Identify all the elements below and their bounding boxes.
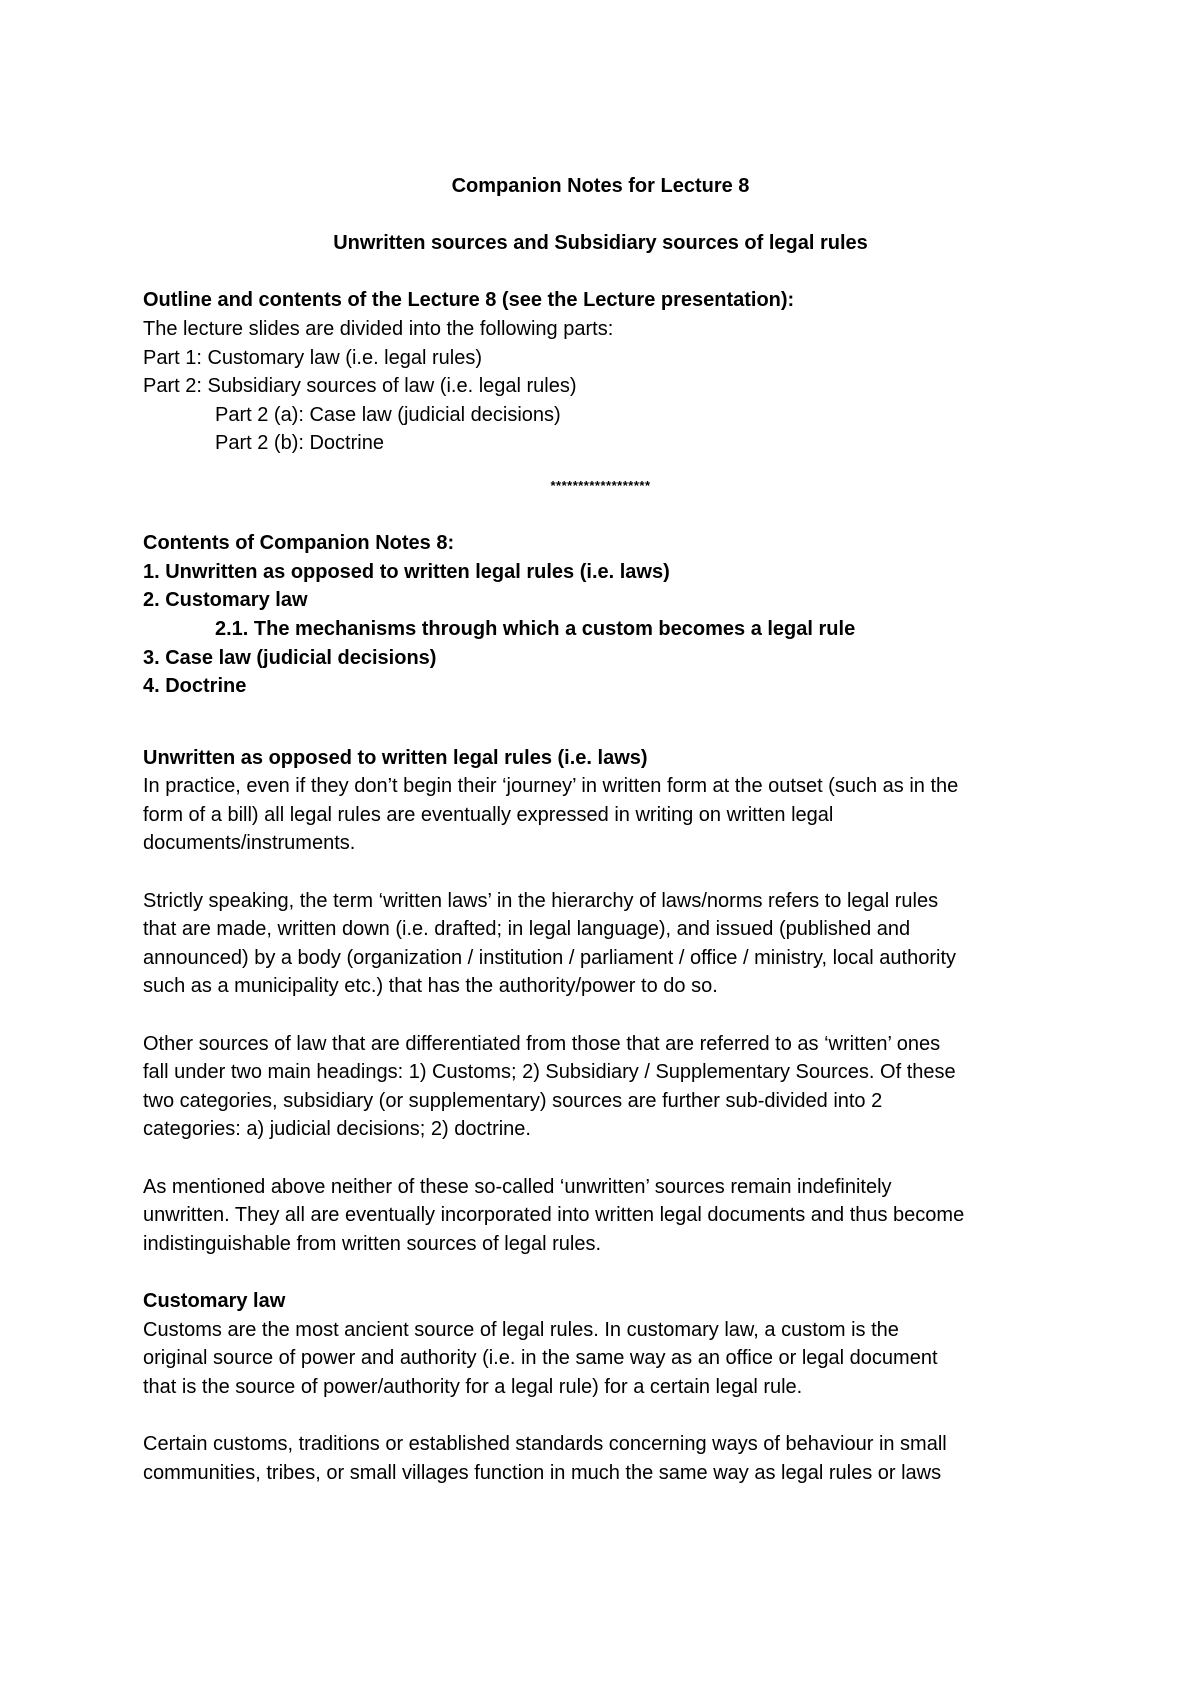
paragraph xyxy=(143,1316,1083,1402)
paragraph-line: fall under two main headings: 1) Customs; 2) Subsidiary / Supplementary Sources. Of these xyxy=(143,1061,956,1084)
paragraph xyxy=(143,887,1083,1001)
paragraph xyxy=(143,772,1083,858)
paragraph-line: documents/instruments. xyxy=(143,832,356,855)
paragraph xyxy=(143,1030,1083,1144)
section-unwritten xyxy=(143,744,1083,1259)
paragraph-line: unwritten. They all are eventually incorporated into written legal documents and thus become xyxy=(143,1204,965,1227)
paragraph xyxy=(143,1430,1083,1487)
paragraph-line: Customs are the most ancient source of legal rules. In customary law, a custom is the xyxy=(143,1318,899,1341)
paragraph-line: that is the source of power/authority for a legal rule) for a certain legal rule. xyxy=(143,1375,803,1398)
document-body xyxy=(143,172,1083,1487)
paragraph-line: As mentioned above neither of these so-called ‘unwritten’ sources remain indefinitely xyxy=(143,1175,892,1198)
contents-item: 1. Unwritten as opposed to written legal rules (i.e. laws) xyxy=(143,560,670,583)
outline-part: Part 1: Customary law (i.e. legal rules) xyxy=(143,346,483,369)
paragraph-line: two categories, subsidiary (or supplementary) sources are further sub-divided into 2 xyxy=(143,1089,883,1112)
contents-subitem: 2.1. The mechanisms through which a custom becomes a legal rule xyxy=(215,617,856,640)
paragraph-line: original source of power and authority (i.e. in the same way as an office or legal document xyxy=(143,1347,938,1370)
contents-heading: Contents of Companion Notes 8: xyxy=(143,532,455,555)
paragraph-line: In practice, even if they don’t begin their ‘journey’ in written form at the outset (such as in the xyxy=(143,775,959,798)
paragraph-line: form of a bill) all legal rules are eventually expressed in writing on written legal xyxy=(143,803,834,826)
paragraph-line: that are made, written down (i.e. drafted; in legal language), and issued (published and xyxy=(143,918,911,941)
paragraph-line: such as a municipality etc.) that has the authority/power to do so. xyxy=(143,975,718,998)
outline-intro: The lecture slides are divided into the following parts: xyxy=(143,317,614,340)
paragraph-line: categories: a) judicial decisions; 2) doctrine. xyxy=(143,1118,531,1141)
paragraph-line: communities, tribes, or small villages function in much the same way as legal rules or laws xyxy=(143,1461,942,1484)
document-subtitle: Unwritten sources and Subsidiary sources of legal rules xyxy=(333,232,868,255)
section-customary-law xyxy=(143,1287,1083,1487)
contents-item: 4. Doctrine xyxy=(143,675,247,698)
paragraph-line: Strictly speaking, the term ‘written laws’ in the hierarchy of laws/norms refers to legal rules xyxy=(143,889,939,912)
paragraph-line: Other sources of law that are differentiated from those that are referred to as ‘written’ ones xyxy=(143,1032,941,1055)
outline-part: Part 2: Subsidiary sources of law (i.e. legal rules) xyxy=(143,375,577,398)
contents-item: 3. Case law (judicial decisions) xyxy=(143,646,437,669)
outline-section xyxy=(143,286,1083,458)
document-title: Companion Notes for Lecture 8 xyxy=(451,175,750,197)
paragraph-line: announced) by a body (organization / institution / parliament / office / ministry, local authority xyxy=(143,946,957,969)
outline-subpart: Part 2 (b): Doctrine xyxy=(215,432,384,455)
contents-item: 2. Customary law xyxy=(143,589,308,612)
separator-asterisks: ****************** xyxy=(550,477,651,493)
paragraph xyxy=(143,1173,1083,1259)
section-heading: Unwritten as opposed to written legal rules (i.e. laws) xyxy=(143,746,648,769)
section-heading: Customary law xyxy=(143,1289,286,1312)
paragraph-line: indistinguishable from written sources of legal rules. xyxy=(143,1232,601,1255)
contents-section xyxy=(143,529,1083,701)
outline-heading: Outline and contents of the Lecture 8 (see the Lecture presentation): xyxy=(143,289,795,312)
paragraph-line: Certain customs, traditions or established standards concerning ways of behaviour in small xyxy=(143,1432,947,1455)
outline-subpart: Part 2 (a): Case law (judicial decisions) xyxy=(215,403,561,426)
